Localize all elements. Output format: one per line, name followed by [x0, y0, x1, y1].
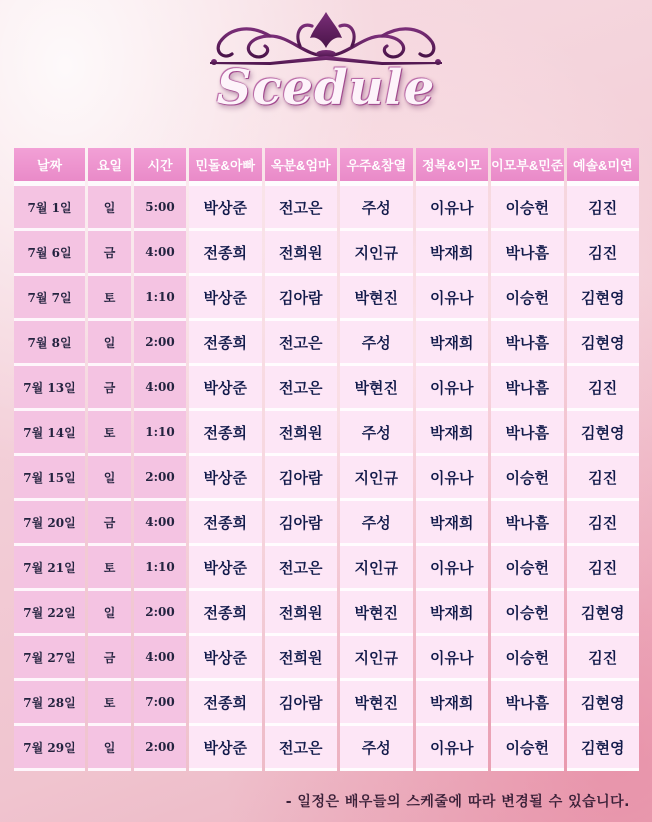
cast-cell: 김진 [567, 546, 640, 591]
cast-cell: 주성 [340, 321, 413, 366]
cast-cell: 전희원 [265, 636, 338, 681]
page-title: Scedule [216, 60, 436, 116]
cast-cell: 전고은 [265, 181, 338, 231]
cast-cell: 김아람 [265, 276, 338, 321]
cast-cell: 박상준 [189, 726, 262, 771]
cast-cell: 박나흠 [491, 501, 564, 546]
weekday-cell: 일 [88, 726, 131, 771]
cast-cell: 박상준 [189, 276, 262, 321]
cast-cell: 전종희 [189, 501, 262, 546]
time-cell: 1:10 [134, 411, 186, 456]
table-row [14, 681, 639, 726]
schedule-table [11, 148, 642, 771]
time-cell: 7:00 [134, 681, 186, 726]
cast-cell: 박상준 [189, 546, 262, 591]
cast-cell: 김진 [567, 181, 640, 231]
time-cell: 5:00 [134, 181, 186, 231]
cast-cell: 전고은 [265, 546, 338, 591]
cast-cell: 전종희 [189, 681, 262, 726]
weekday-cell: 일 [88, 181, 131, 231]
cast-cell: 전종희 [189, 321, 262, 366]
cast-cell: 지인규 [340, 231, 413, 276]
weekday-cell: 금 [88, 231, 131, 276]
cast-cell: 이승헌 [491, 546, 564, 591]
cast-cell: 김진 [567, 366, 640, 411]
date-cell: 7월 28일 [14, 681, 85, 726]
cast-cell: 박나흠 [491, 321, 564, 366]
cast-cell: 지인규 [340, 456, 413, 501]
weekday-cell: 일 [88, 591, 131, 636]
table-row [14, 501, 639, 546]
column-header: 이모부&민준 [491, 148, 564, 181]
date-cell: 7월 7일 [14, 276, 85, 321]
column-header: 요일 [88, 148, 131, 181]
date-cell: 7월 29일 [14, 726, 85, 771]
time-cell: 2:00 [134, 456, 186, 501]
cast-cell: 김현영 [567, 681, 640, 726]
cast-cell: 박재희 [416, 321, 489, 366]
time-cell: 1:10 [134, 276, 186, 321]
time-cell: 2:00 [134, 591, 186, 636]
cast-cell: 주성 [340, 726, 413, 771]
time-cell: 4:00 [134, 231, 186, 276]
cast-cell: 이유나 [416, 726, 489, 771]
table-row [14, 321, 639, 366]
cast-cell: 김현영 [567, 321, 640, 366]
cast-cell: 박재희 [416, 681, 489, 726]
cast-cell: 박나흠 [491, 366, 564, 411]
cast-cell: 이승헌 [491, 726, 564, 771]
cast-cell: 전고은 [265, 726, 338, 771]
weekday-cell: 금 [88, 366, 131, 411]
cast-cell: 전종희 [189, 591, 262, 636]
cast-cell: 박나흠 [491, 681, 564, 726]
table-row [14, 181, 639, 231]
cast-cell: 박나흠 [491, 231, 564, 276]
cast-cell: 김아람 [265, 501, 338, 546]
column-header: 예솔&미연 [567, 148, 640, 181]
time-cell: 2:00 [134, 726, 186, 771]
cast-cell: 박현진 [340, 366, 413, 411]
cast-cell: 이유나 [416, 456, 489, 501]
table-header-row [14, 148, 639, 181]
time-cell: 4:00 [134, 636, 186, 681]
weekday-cell: 금 [88, 636, 131, 681]
cast-cell: 김아람 [265, 456, 338, 501]
table-row [14, 591, 639, 636]
cast-cell: 전고은 [265, 366, 338, 411]
cast-cell: 박나흠 [491, 411, 564, 456]
table-row [14, 546, 639, 591]
column-header: 날짜 [14, 148, 85, 181]
cast-cell: 김현영 [567, 726, 640, 771]
ornamental-flourish-icon [210, 6, 442, 68]
cast-cell: 주성 [340, 181, 413, 231]
time-cell: 4:00 [134, 501, 186, 546]
cast-cell: 박재희 [416, 501, 489, 546]
column-header: 우주&참열 [340, 148, 413, 181]
column-header: 옥분&엄마 [265, 148, 338, 181]
cast-cell: 박현진 [340, 681, 413, 726]
weekday-cell: 일 [88, 456, 131, 501]
cast-cell: 박상준 [189, 636, 262, 681]
cast-cell: 전종희 [189, 231, 262, 276]
cast-cell: 박상준 [189, 366, 262, 411]
cast-cell: 전희원 [265, 231, 338, 276]
cast-cell: 지인규 [340, 546, 413, 591]
cast-cell: 박상준 [189, 181, 262, 231]
weekday-cell: 일 [88, 321, 131, 366]
cast-cell: 전희원 [265, 411, 338, 456]
weekday-cell: 토 [88, 276, 131, 321]
cast-cell: 이유나 [416, 636, 489, 681]
table-row [14, 411, 639, 456]
cast-cell: 전고은 [265, 321, 338, 366]
date-cell: 7월 8일 [14, 321, 85, 366]
cast-cell: 전종희 [189, 411, 262, 456]
column-header: 정복&이모 [416, 148, 489, 181]
date-cell: 7월 27일 [14, 636, 85, 681]
cast-cell: 김진 [567, 636, 640, 681]
cast-cell: 박현진 [340, 276, 413, 321]
table-row [14, 636, 639, 681]
table-row [14, 231, 639, 276]
cast-cell: 이유나 [416, 546, 489, 591]
cast-cell: 박현진 [340, 591, 413, 636]
cast-cell: 이승헌 [491, 456, 564, 501]
column-header: 민돌&아빠 [189, 148, 262, 181]
date-cell: 7월 22일 [14, 591, 85, 636]
cast-cell: 박재희 [416, 591, 489, 636]
cast-cell: 김진 [567, 231, 640, 276]
table-row [14, 726, 639, 771]
cast-cell: 김현영 [567, 276, 640, 321]
cast-cell: 김진 [567, 456, 640, 501]
date-cell: 7월 14일 [14, 411, 85, 456]
weekday-cell: 토 [88, 546, 131, 591]
time-cell: 1:10 [134, 546, 186, 591]
cast-cell: 이승헌 [491, 181, 564, 231]
date-cell: 7월 6일 [14, 231, 85, 276]
weekday-cell: 토 [88, 411, 131, 456]
cast-cell: 이승헌 [491, 276, 564, 321]
cast-cell: 지인규 [340, 636, 413, 681]
cast-cell: 박상준 [189, 456, 262, 501]
table-row [14, 366, 639, 411]
weekday-cell: 금 [88, 501, 131, 546]
cast-cell: 박재희 [416, 231, 489, 276]
cast-cell: 김아람 [265, 681, 338, 726]
date-cell: 7월 15일 [14, 456, 85, 501]
cast-cell: 전희원 [265, 591, 338, 636]
date-cell: 7월 21일 [14, 546, 85, 591]
time-cell: 2:00 [134, 321, 186, 366]
cast-cell: 주성 [340, 411, 413, 456]
cast-cell: 김현영 [567, 411, 640, 456]
weekday-cell: 토 [88, 681, 131, 726]
footer-note: - 일정은 배우들의 스케줄에 따라 변경될 수 있습니다. [285, 794, 630, 810]
cast-cell: 김현영 [567, 591, 640, 636]
date-cell: 7월 13일 [14, 366, 85, 411]
cast-cell: 김진 [567, 501, 640, 546]
cast-cell: 이승헌 [491, 636, 564, 681]
date-cell: 7월 20일 [14, 501, 85, 546]
cast-cell: 이승헌 [491, 591, 564, 636]
cast-cell: 박재희 [416, 411, 489, 456]
time-cell: 4:00 [134, 366, 186, 411]
table-row [14, 456, 639, 501]
column-header: 시간 [134, 148, 186, 181]
cast-cell: 주성 [340, 501, 413, 546]
date-cell: 7월 1일 [14, 181, 85, 231]
cast-cell: 이유나 [416, 181, 489, 231]
cast-cell: 이유나 [416, 366, 489, 411]
cast-cell: 이유나 [416, 276, 489, 321]
table-row [14, 276, 639, 321]
